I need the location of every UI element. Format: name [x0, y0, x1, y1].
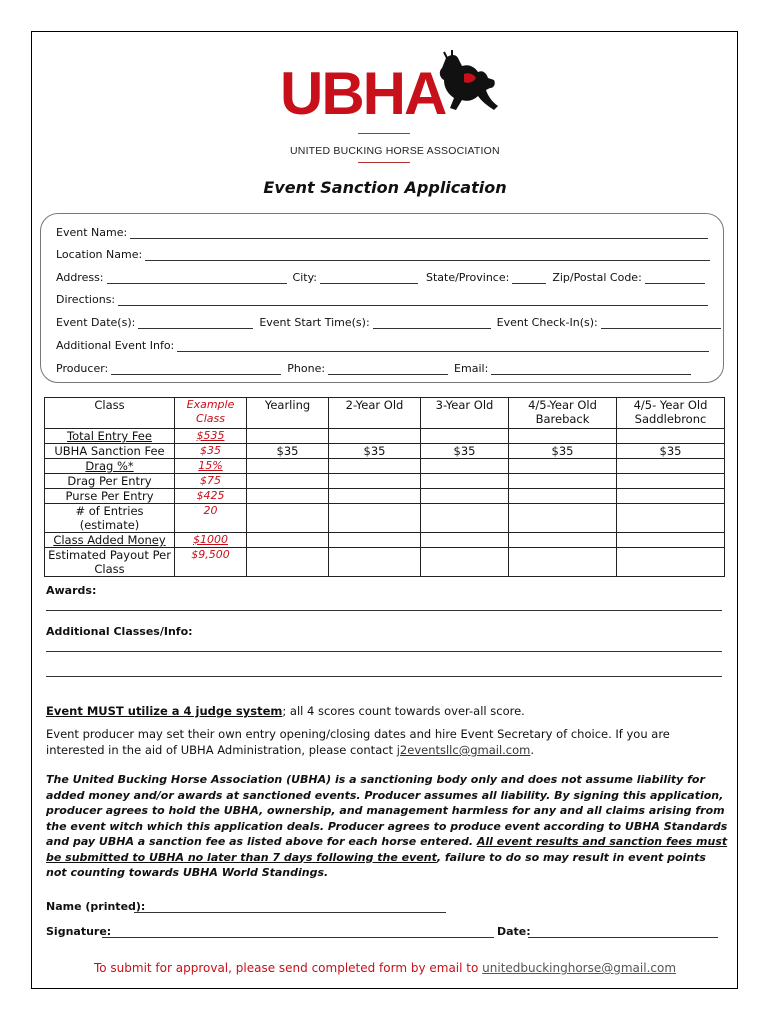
state-field[interactable]	[512, 272, 546, 284]
fee-cell[interactable]	[509, 489, 617, 504]
fee-cell[interactable]: $35	[329, 444, 421, 459]
fee-cell[interactable]	[617, 489, 725, 504]
table-row	[45, 533, 725, 548]
zip-field[interactable]	[645, 272, 705, 284]
phone-label: Phone:	[287, 362, 326, 375]
fee-cell[interactable]	[247, 459, 329, 474]
example-value: $75	[175, 474, 247, 489]
location-name-row	[56, 247, 710, 261]
additional-classes-line-1[interactable]	[46, 651, 722, 652]
table-row	[45, 548, 725, 577]
fee-cell[interactable]	[421, 489, 509, 504]
additional-classes-label: Additional Classes/Info:	[46, 625, 193, 638]
email-field[interactable]	[491, 363, 691, 375]
example-value: 20	[175, 504, 247, 533]
fee-cell[interactable]	[247, 474, 329, 489]
example-value: $425	[175, 489, 247, 504]
fee-cell[interactable]	[247, 489, 329, 504]
date-label: Date:	[497, 925, 531, 938]
fee-cell[interactable]	[617, 474, 725, 489]
additional-classes-line-2[interactable]	[46, 676, 722, 677]
table-header-row	[45, 398, 725, 429]
fee-cell[interactable]	[509, 533, 617, 548]
location-name-label: Location Name:	[56, 248, 143, 261]
judge-system-bold: Event MUST utilize a 4 judge system	[46, 704, 283, 718]
fee-cell[interactable]	[329, 504, 421, 533]
awards-line[interactable]	[46, 610, 722, 611]
header-example-class: Example Class	[175, 398, 247, 429]
contact-email-link[interactable]: j2eventsllc@gmail.com	[396, 743, 531, 757]
directions-row	[56, 292, 708, 306]
fee-cell[interactable]	[247, 533, 329, 548]
producer-note	[46, 726, 726, 758]
row-label: # of Entries (estimate)	[45, 504, 175, 533]
fee-cell[interactable]	[617, 429, 725, 444]
fee-cell[interactable]	[617, 548, 725, 577]
table-row	[45, 459, 725, 474]
header-bareback: 4/5-Year Old Bareback	[509, 398, 617, 429]
producer-note-text: Event producer may set their own entry opening/closing dates and hire Event Secretary of choice. If you are interested in the aid of UBHA Administration, please contact	[46, 727, 670, 757]
address-row	[56, 270, 705, 284]
disclaimer-part1: The United Bucking Horse Association (UBHA) is a sanctioning body only and does not assume liability for added money and/or awards at sanctioned events. Producer assumes all liability. By signing this application, producer agrees to hold the UBHA, ownership, and management harmless for any and all claims arising from the event witch which this application deals. Producer agrees to produce event according to UBHA Standards and pay UBHA a sanction fee as listed above for each horse entered.	[46, 773, 728, 848]
row-label: Drag Per Entry	[45, 474, 175, 489]
ubha-logo	[280, 50, 500, 170]
header-class: Class	[45, 398, 175, 429]
phone-field[interactable]	[328, 363, 448, 375]
submission-footer	[0, 961, 770, 975]
location-name-field[interactable]	[145, 249, 710, 261]
liability-disclaimer	[46, 772, 730, 881]
directions-field[interactable]	[118, 294, 708, 306]
producer-note-end: .	[530, 743, 535, 757]
additional-info-row	[56, 338, 709, 352]
fee-cell[interactable]	[421, 533, 509, 548]
example-value: $9,500	[175, 548, 247, 577]
page-title: Event Sanction Application	[263, 178, 507, 197]
checkins-label: Event Check-In(s):	[496, 316, 598, 329]
judge-system-rest: ; all 4 scores count towards over-all score.	[282, 704, 525, 718]
row-label: Total Entry Fee	[45, 429, 175, 444]
row-label: Estimated Payout Per Class	[45, 548, 175, 577]
disclaimer-part2: , failure to do so may result in event points not counting towards UBHA World Standings.	[46, 850, 706, 879]
fee-cell[interactable]	[421, 429, 509, 444]
fee-cell[interactable]	[509, 474, 617, 489]
row-label: Drag %*	[45, 459, 175, 474]
fee-cell[interactable]	[329, 474, 421, 489]
fee-cell[interactable]	[617, 504, 725, 533]
example-value: $35	[175, 444, 247, 459]
logo-divider-bottom	[358, 162, 410, 163]
fee-cell[interactable]: $35	[247, 444, 329, 459]
producer-label: Producer:	[56, 362, 109, 375]
row-label: Class Added Money	[45, 533, 175, 548]
header-2-year-old: 2-Year Old	[329, 398, 421, 429]
zip-label: Zip/Postal Code:	[552, 271, 642, 284]
additional-info-label: Additional Event Info:	[56, 339, 175, 352]
fee-cell[interactable]: $35	[421, 444, 509, 459]
fee-cell[interactable]	[329, 429, 421, 444]
start-times-field[interactable]	[373, 317, 491, 329]
start-times-label: Event Start Time(s):	[259, 316, 370, 329]
date-field[interactable]	[528, 937, 718, 938]
checkins-field[interactable]	[601, 317, 721, 329]
event-name-label: Event Name:	[56, 226, 128, 239]
fee-cell[interactable]	[509, 548, 617, 577]
event-dates-label: Event Date(s):	[56, 316, 136, 329]
logo-subtitle: UNITED BUCKING HORSE ASSOCIATION	[290, 145, 500, 157]
fee-cell[interactable]	[247, 548, 329, 577]
event-name-row	[56, 225, 708, 239]
fee-cell[interactable]	[421, 474, 509, 489]
logo-wordmark: UBHA	[280, 60, 446, 127]
email-label: Email:	[454, 362, 489, 375]
fee-cell[interactable]	[509, 459, 617, 474]
fee-cell[interactable]	[617, 459, 725, 474]
signature-field[interactable]	[102, 937, 494, 938]
bucking-horse-icon	[428, 50, 500, 122]
fee-cell[interactable]	[329, 548, 421, 577]
fee-cell[interactable]	[509, 504, 617, 533]
city-label: City:	[292, 271, 317, 284]
table-row	[45, 504, 725, 533]
submit-email-link[interactable]: unitedbuckinghorse@gmail.com	[482, 961, 677, 975]
address-field[interactable]	[107, 272, 287, 284]
fee-cell[interactable]	[421, 504, 509, 533]
table-row	[45, 444, 725, 459]
example-value: $1000	[175, 533, 247, 548]
row-label: UBHA Sanction Fee	[45, 444, 175, 459]
example-value: 15%	[175, 459, 247, 474]
event-dates-field[interactable]	[138, 317, 253, 329]
fee-cell[interactable]	[329, 533, 421, 548]
fee-cell[interactable]	[617, 533, 725, 548]
additional-info-field[interactable]	[177, 340, 709, 352]
dates-row	[56, 315, 721, 329]
fee-cell[interactable]	[329, 459, 421, 474]
example-value: $535	[175, 429, 247, 444]
fee-cell[interactable]	[247, 504, 329, 533]
fee-cell[interactable]	[247, 429, 329, 444]
city-field[interactable]	[320, 272, 418, 284]
header-3-year-old: 3-Year Old	[421, 398, 509, 429]
disclaimer-deadline: All event results and sanction fees must be submitted to UBHA no later than 7 days following the event	[46, 835, 728, 864]
fee-cell[interactable]	[329, 489, 421, 504]
signature-label: Signature:	[46, 925, 112, 938]
fee-cell[interactable]: $35	[509, 444, 617, 459]
fee-cell[interactable]	[421, 459, 509, 474]
name-printed-label: Name (printed):	[46, 900, 146, 913]
fee-table-wrap	[44, 397, 725, 577]
judge-system-note	[46, 703, 726, 719]
state-label: State/Province:	[425, 271, 510, 284]
footer-text: To submit for approval, please send completed form by email to	[93, 961, 483, 975]
fee-table	[44, 397, 725, 577]
logo-divider-top	[358, 133, 410, 134]
table-row	[45, 429, 725, 444]
header-yearling: Yearling	[247, 398, 329, 429]
directions-label: Directions:	[56, 293, 116, 306]
header-saddlebronc: 4/5- Year Old Saddlebronc	[617, 398, 725, 429]
row-label: Purse Per Entry	[45, 489, 175, 504]
producer-field[interactable]	[111, 363, 281, 375]
address-label: Address:	[56, 271, 104, 284]
name-printed-field[interactable]	[134, 912, 446, 913]
fee-cell[interactable]	[421, 548, 509, 577]
producer-row	[56, 361, 691, 375]
awards-label: Awards:	[46, 584, 97, 597]
fee-cell[interactable]	[509, 429, 617, 444]
event-name-field[interactable]	[130, 227, 708, 239]
table-row	[45, 474, 725, 489]
fee-cell[interactable]: $35	[617, 444, 725, 459]
table-row	[45, 489, 725, 504]
